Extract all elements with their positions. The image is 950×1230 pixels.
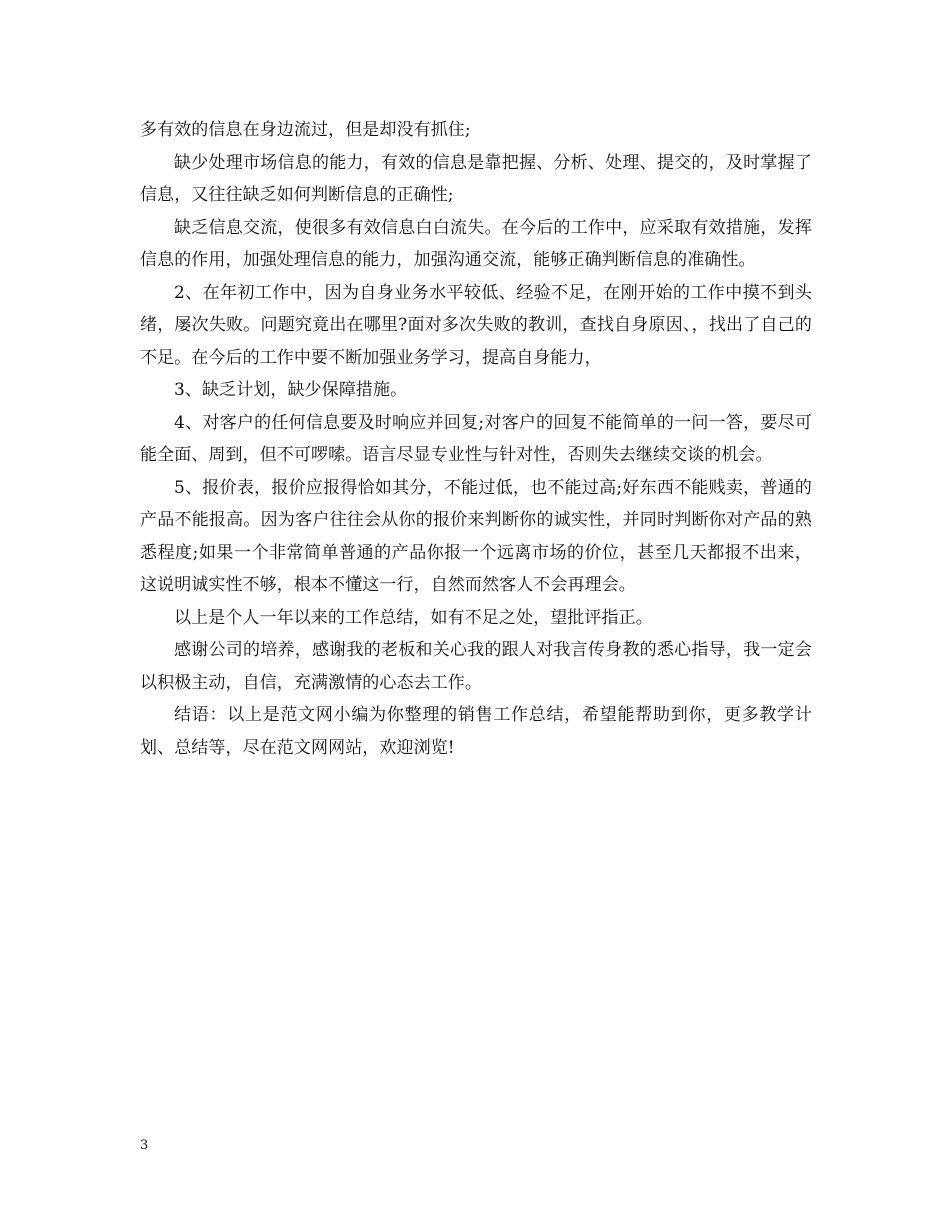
paragraph-4: 2、在年初工作中，因为自身业务水平较低、经验不足，在刚开始的工作中摸不到头绪，屡次失败。问题究竟出在哪里?面对多次失败的教训，查找自身原因、，找出了自己的不足。在今后的工作中要不断加强业务学习，提高自身能力， <box>140 282 812 368</box>
paragraph-7: 5、报价表，报价应报得恰如其分，不能过低，也不能过高;好东西不能贱卖，普通的产品不能报高。因为客户往往会从你的报价来判断你的诚实性，并同时判断你对产品的熟悉程度;如果一个非常简单普通的产品你报一个远离市场的价位，甚至几天都报不出来，这说明诚实性不够，根本不懂这一行，自然而然客人不会再理会。 <box>140 477 812 595</box>
paragraph-6: 4、对客户的任何信息要及时响应并回复;对客户的回复不能简单的一问一答，要尽可能全面、周到，但不可啰嗦。语言尽显专业性与针对性，否则失去继续交谈的机会。 <box>140 412 812 465</box>
paragraph-1: 多有效的信息在身边流过，但是却没有抓住; <box>140 120 471 140</box>
paragraph-3: 缺乏信息交流，使很多有效信息白白流失。在今后的工作中，应采取有效措施，发挥信息的作用，加强处理信息的能力，加强沟通交流，能够正确判断信息的准确性。 <box>140 217 812 270</box>
paragraph-9: 感谢公司的培养，感谢我的老板和关心我的跟人对我言传身教的悉心指导，我一定会以积极主动，自信，充满激情的心态去工作。 <box>140 640 812 693</box>
paragraph-2: 缺少处理市场信息的能力，有效的信息是靠把握、分析、处理、提交的，及时掌握了信息，又往往缺乏如何判断信息的正确性; <box>140 152 812 205</box>
paragraph-8: 以上是个人一年以来的工作总结，如有不足之处，望批评指正。 <box>174 607 653 628</box>
paragraph-5: 3、缺乏计划，缺少保障措施。 <box>174 380 408 400</box>
page-number: 3 <box>140 1138 149 1153</box>
paragraph-10: 结语：以上是范文网小编为你整理的销售工作总结，希望能帮助到你，更多教学计划、总结等，尽在范文网网站，欢迎浏览! <box>140 705 812 758</box>
document-body <box>140 114 812 764</box>
